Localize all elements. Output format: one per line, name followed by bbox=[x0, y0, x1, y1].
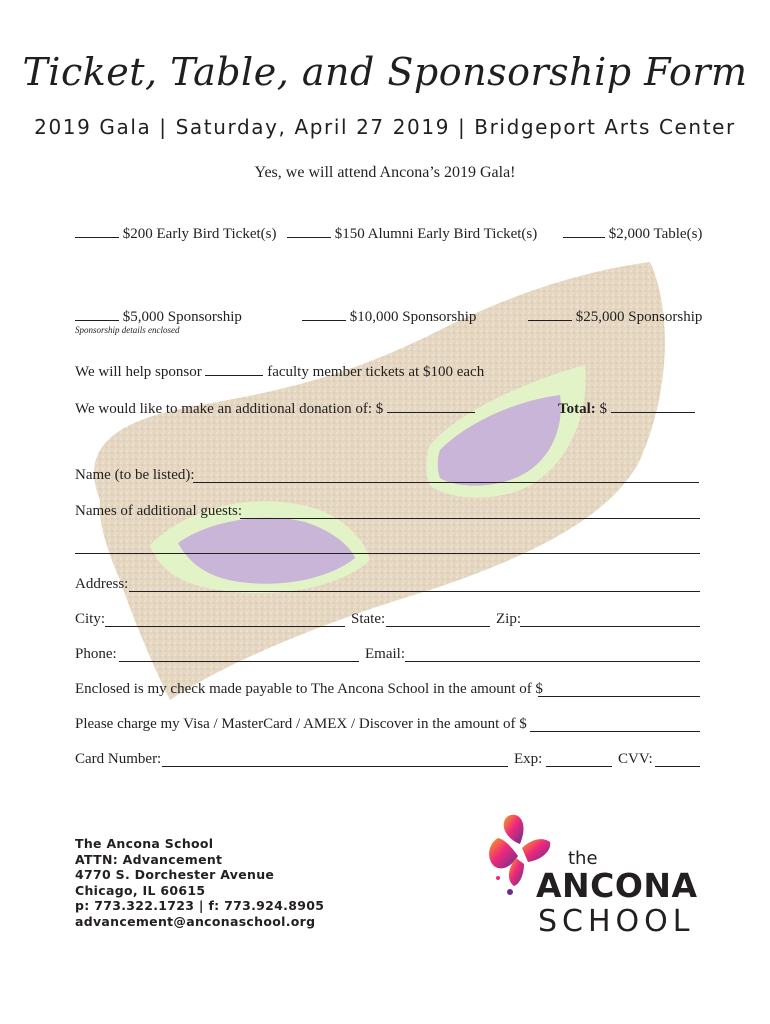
faculty-count-field[interactable] bbox=[205, 363, 263, 376]
name-field[interactable] bbox=[193, 482, 699, 483]
check-amount-field[interactable] bbox=[538, 696, 700, 697]
address-field[interactable] bbox=[129, 591, 700, 592]
name-label: Name (to be listed): bbox=[75, 467, 195, 483]
state-field[interactable] bbox=[386, 626, 490, 627]
logo-the: the bbox=[568, 848, 598, 869]
attend-statement: Yes, we will attend Ancona’s 2019 Gala! bbox=[254, 164, 516, 181]
early-bird-ticket-option: $200 Early Bird Ticket(s) bbox=[75, 225, 277, 243]
sponsorship-10000-option: $10,000 Sponsorship bbox=[302, 308, 476, 326]
card-number-field[interactable] bbox=[162, 766, 508, 767]
mailing-line-street: 4770 S. Dorchester Avenue bbox=[75, 867, 275, 883]
sponsorship-5000-field[interactable] bbox=[75, 308, 119, 321]
sponsorship-5000-option: $5,000 Sponsorship bbox=[75, 308, 242, 326]
guests-field-continued[interactable] bbox=[75, 553, 700, 554]
charge-label: Please charge my Visa / MasterCard / AMEX / Discover in the amount of $ bbox=[75, 716, 527, 732]
early-bird-quantity-field[interactable] bbox=[75, 225, 119, 238]
guests-label: Names of additional guests: bbox=[75, 503, 243, 519]
mailing-line-school: The Ancona School bbox=[75, 836, 214, 851]
mailing-line-email: advancement@anconaschool.org bbox=[75, 913, 316, 929]
form-title: Ticket, Table, and Sponsorship Form bbox=[22, 50, 748, 94]
total-line: Total: $ bbox=[558, 400, 695, 418]
sponsorship-25000-option: $25,000 Sponsorship bbox=[528, 308, 702, 326]
sponsorship-25000-field[interactable] bbox=[528, 308, 572, 321]
event-subtitle: 2019 Gala | Saturday, April 27 2019 | Bridgeport Arts Center bbox=[34, 115, 736, 139]
phone-label: Phone: bbox=[75, 646, 117, 662]
address-label: Address: bbox=[75, 576, 129, 592]
table-quantity-field[interactable] bbox=[563, 225, 605, 238]
email-field[interactable] bbox=[405, 661, 700, 662]
sponsorship-details-note: Sponsorship details enclosed bbox=[75, 325, 180, 335]
total-amount-field[interactable] bbox=[611, 400, 695, 413]
mailing-address bbox=[75, 836, 324, 930]
alumni-ticket-option: $150 Alumni Early Bird Ticket(s) bbox=[287, 225, 537, 243]
city-field[interactable] bbox=[105, 626, 345, 627]
faculty-sponsor-line: We will help sponsor faculty member tickets at $100 each bbox=[75, 364, 485, 380]
cvv-label: CVV: bbox=[618, 751, 653, 767]
logo-ancona: ANCONA bbox=[536, 866, 698, 905]
mailing-line-city: Chicago, IL 60615 bbox=[75, 882, 206, 898]
sponsorship-10000-field[interactable] bbox=[302, 308, 346, 321]
zip-field[interactable] bbox=[520, 626, 700, 627]
mailing-line-attn: ATTN: Advancement bbox=[75, 851, 223, 867]
ancona-school-logo bbox=[480, 808, 720, 943]
state-label: State: bbox=[351, 611, 386, 627]
city-label: City: bbox=[75, 611, 106, 627]
card-number-label: Card Number: bbox=[75, 751, 162, 767]
guests-field[interactable] bbox=[240, 518, 700, 519]
phone-field[interactable] bbox=[119, 661, 359, 662]
zip-label: Zip: bbox=[496, 611, 521, 627]
charge-amount-field[interactable] bbox=[530, 731, 700, 732]
exp-label: Exp: bbox=[514, 751, 543, 767]
check-label: Enclosed is my check made payable to The Ancona School in the amount of $ bbox=[75, 681, 543, 697]
donation-line: We would like to make an additional donation of: $ bbox=[75, 400, 475, 418]
exp-field[interactable] bbox=[546, 766, 612, 767]
email-label: Email: bbox=[365, 646, 405, 662]
cvv-field[interactable] bbox=[655, 766, 700, 767]
table-option: $2,000 Table(s) bbox=[563, 225, 702, 243]
logo-school: SCHOOL bbox=[538, 904, 695, 939]
alumni-quantity-field[interactable] bbox=[287, 225, 331, 238]
mailing-line-phone: p: 773.322.1723 | f: 773.924.8905 bbox=[75, 898, 325, 914]
donation-amount-field[interactable] bbox=[387, 400, 475, 413]
